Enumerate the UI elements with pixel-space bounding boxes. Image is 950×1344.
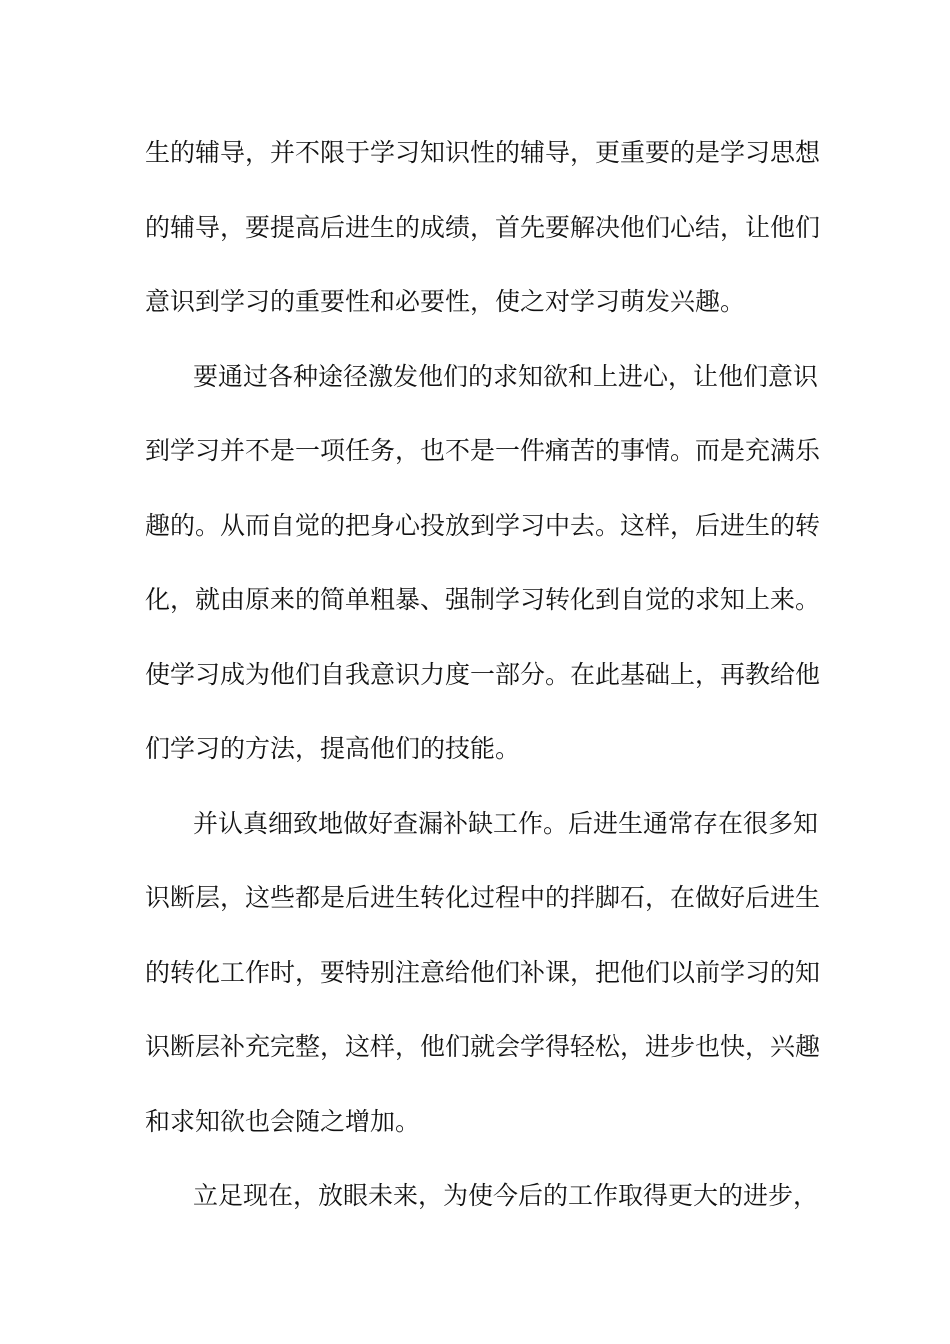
text-line: 到学习并不是一项任务，也不是一件痛苦的事情。而是充满乐 bbox=[145, 436, 821, 465]
text-line: 的辅导，要提高后进生的成绩，首先要解决他们心结，让他们 bbox=[145, 212, 821, 242]
text-line: 和求知欲也会随之增加。 bbox=[145, 1106, 421, 1136]
body-text bbox=[145, 127, 821, 1245]
text-line: 的转化工作时，要特别注意给他们补课，把他们以前学习的知 bbox=[145, 957, 821, 987]
text-line: 识断层补充完整，这样，他们就会学得轻松，进步也快，兴趣 bbox=[145, 1032, 821, 1061]
text-line: 趣的。从而自觉的把身心投放到学习中去。这样，后进生的转 bbox=[145, 510, 821, 540]
text-line: 使学习成为他们自我意识力度一部分。在此基础上，再教给他 bbox=[145, 659, 821, 689]
text-line: 们学习的方法，提高他们的技能。 bbox=[145, 734, 521, 763]
text-line: 意识到学习的重要性和必要性，使之对学习萌发兴趣。 bbox=[145, 287, 746, 316]
paragraph-start-line: 要通过各种途径激发他们的求知欲和上进心，让他们意识 bbox=[193, 361, 819, 391]
text-line: 识断层，这些都是后进生转化过程中的拌脚石，在做好后进生 bbox=[145, 883, 821, 912]
paragraph-start-line: 并认真细致地做好查漏补缺工作。后进生通常存在很多知 bbox=[193, 808, 819, 838]
text-line: 化，就由原来的简单粗暴、强制学习转化到自觉的求知上来。 bbox=[145, 585, 821, 614]
paragraph-start-line: 立足现在，放眼未来，为使今后的工作取得更大的进步， bbox=[193, 1181, 819, 1210]
text-line: 生的辅导，并不限于学习知识性的辅导，更重要的是学习思想 bbox=[145, 138, 821, 167]
